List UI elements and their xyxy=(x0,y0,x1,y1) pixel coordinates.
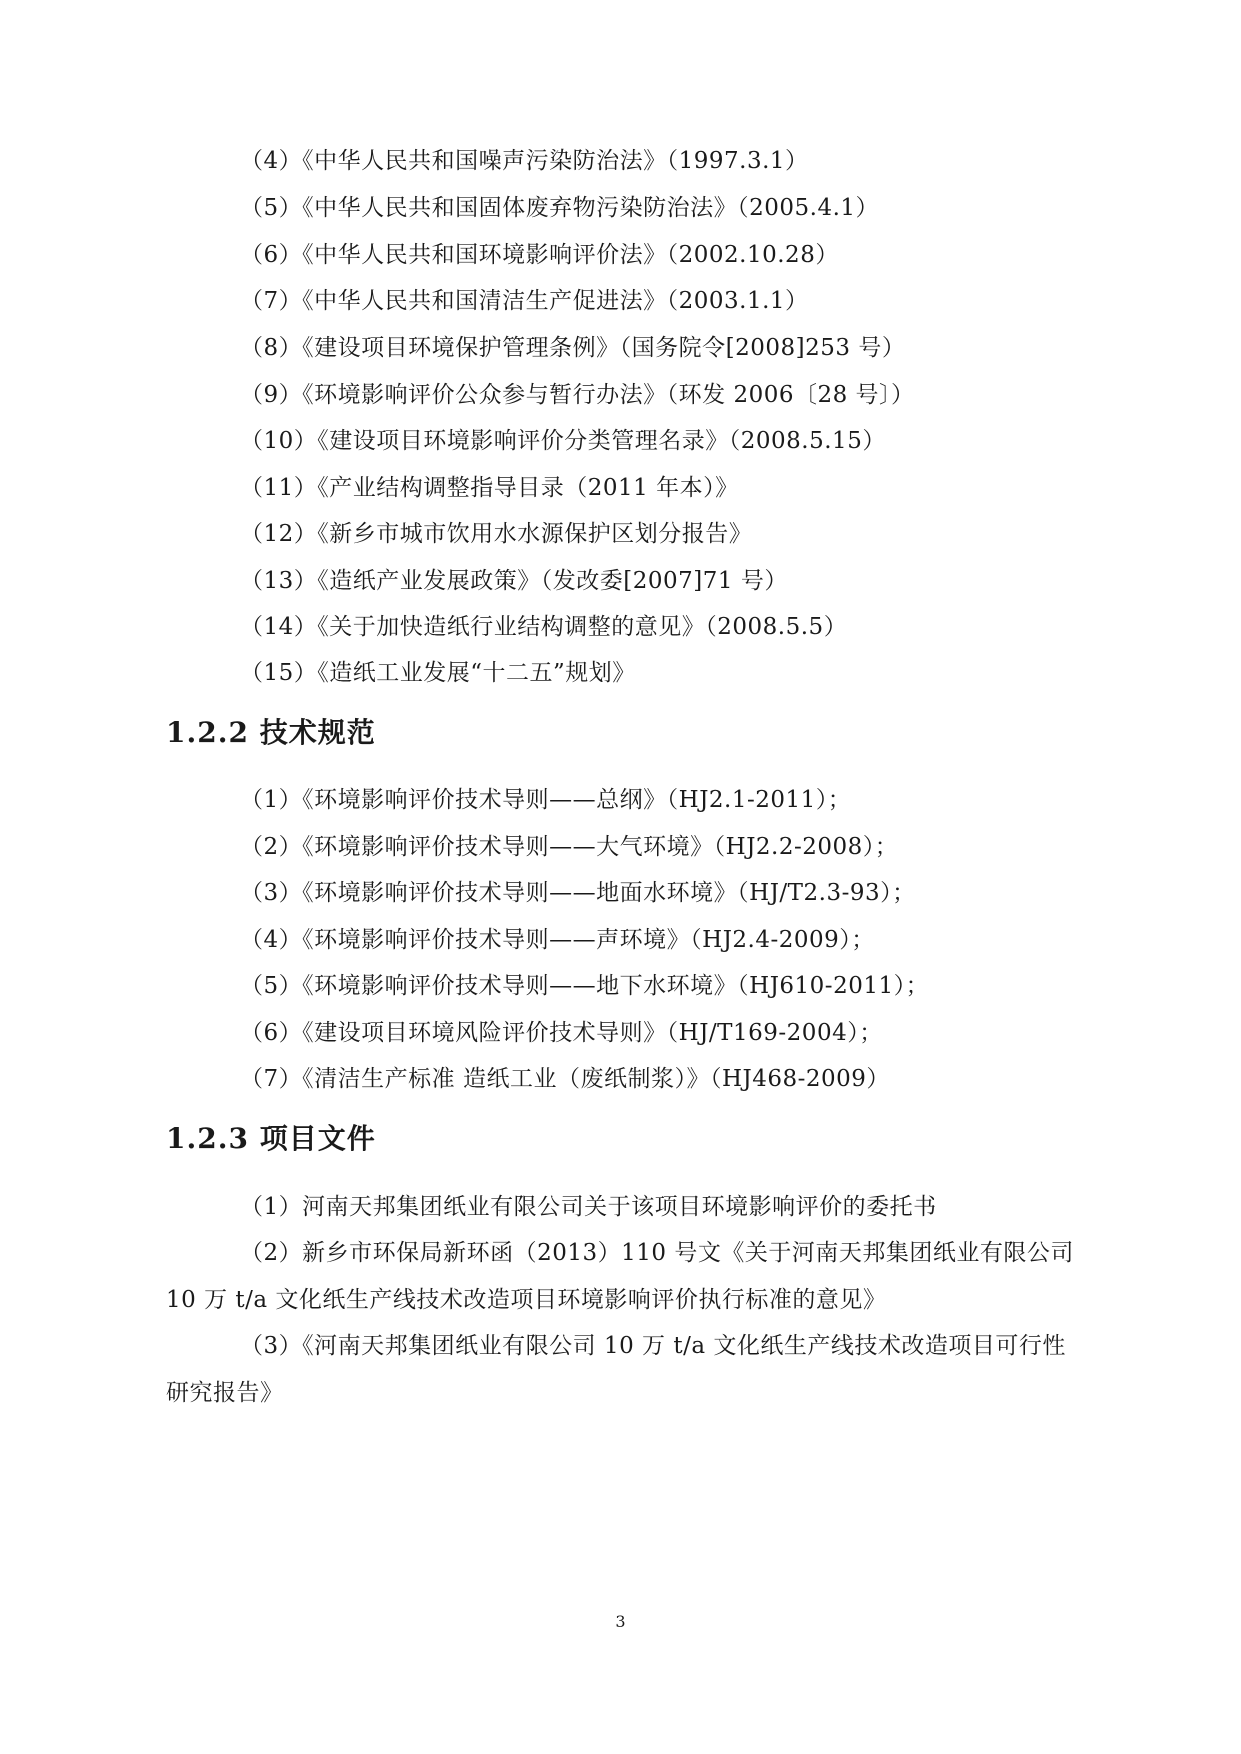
project-doc-item-2-line-1: （2）新乡市环保局新环函（2013）110 号文《关于河南天邦集团纸业有限公司 xyxy=(240,1240,1074,1266)
project-doc-item-3-line-2: 研究报告》 xyxy=(166,1380,284,1406)
tech-spec-item-6: （6）《建设项目环境风险评价技术导则》（HJ/T169-2004）； xyxy=(240,1020,883,1046)
tech-spec-item-4: （4）《环境影响评价技术导则——声环境》（HJ2.4-2009）； xyxy=(240,927,875,953)
law-item-12: （12）《新乡市城市饮用水水源保护区划分报告》 xyxy=(240,521,753,547)
law-item-11: （11）《产业结构调整指导目录（2011 年本）》 xyxy=(240,475,739,501)
law-item-14: （14）《关于加快造纸行业结构调整的意见》（2008.5.5） xyxy=(240,614,848,640)
law-item-5: （5）《中华人民共和国固体废弃物污染防治法》（2005.4.1） xyxy=(240,195,880,221)
tech-spec-item-1: （1）《环境影响评价技术导则——总纲》（HJ2.1-2011）； xyxy=(240,787,852,813)
section-heading-project-documents: 1.2.3 项目文件 xyxy=(166,1122,376,1155)
law-item-7: （7）《中华人民共和国清洁生产促进法》（2003.1.1） xyxy=(240,288,809,314)
law-item-6: （6）《中华人民共和国环境影响评价法》（2002.10.28） xyxy=(240,242,839,268)
project-doc-item-3-line-1: （3）《河南天邦集团纸业有限公司 10 万 t/a 文化纸生产线技术改造项目可行性 xyxy=(240,1333,1066,1359)
law-item-15: （15）《造纸工业发展“十二五”规划》 xyxy=(240,660,636,686)
project-doc-item-2-line-2: 10 万 t/a 文化纸生产线技术改造项目环境影响评价执行标准的意见》 xyxy=(166,1287,887,1313)
law-item-9: （9）《环境影响评价公众参与暂行办法》（环发 2006〔28 号〕） xyxy=(240,382,915,408)
law-item-13: （13）《造纸产业发展政策》（发改委[2007]71 号） xyxy=(240,568,788,594)
tech-spec-item-3: （3）《环境影响评价技术导则——地面水环境》（HJ/T2.3-93）； xyxy=(240,880,916,906)
law-item-4: （4）《中华人民共和国噪声污染防治法》（1997.3.1） xyxy=(240,148,809,174)
tech-spec-item-5: （5）《环境影响评价技术导则——地下水环境》（HJ610-2011）； xyxy=(240,973,930,999)
tech-spec-item-7: （7）《清洁生产标准 造纸工业（废纸制浆）》（HJ468-2009） xyxy=(240,1066,890,1092)
tech-spec-item-2: （2）《环境影响评价技术导则——大气环境》（HJ2.2-2008）； xyxy=(240,834,899,860)
project-doc-item-1: （1）河南天邦集团纸业有限公司关于该项目环境影响评价的委托书 xyxy=(240,1194,937,1220)
section-heading-technical-specs: 1.2.2 技术规范 xyxy=(166,716,376,749)
law-item-10: （10）《建设项目环境影响评价分类管理名录》（2008.5.15） xyxy=(240,428,886,454)
page-number: 3 xyxy=(615,1612,626,1631)
law-item-8: （8）《建设项目环境保护管理条例》（国务院令[2008]253 号） xyxy=(240,335,906,361)
